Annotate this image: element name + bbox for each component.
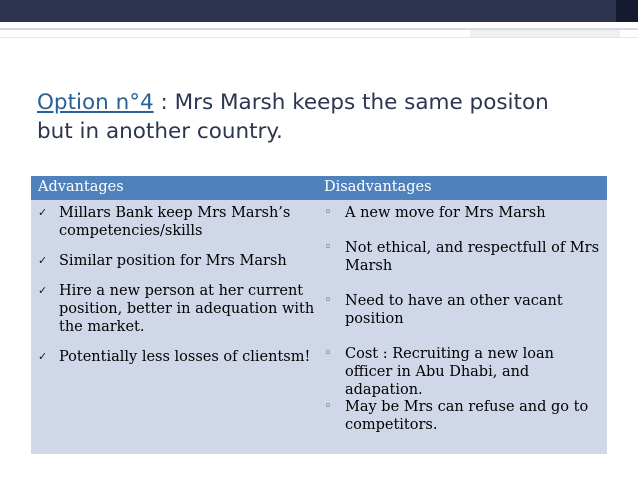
check-icon: ✓ <box>38 284 48 297</box>
advantage-text: Millars Bank keep Mrs Marsh’s competencies/skills <box>59 205 291 239</box>
check-icon: ✓ <box>38 206 48 219</box>
disadvantage-text: Cost : Recruiting a new loan officer in Abu Dhabi, and adapation. <box>345 346 554 398</box>
pros-cons-table <box>31 176 607 454</box>
ring-bullet-icon: ◦ <box>324 399 332 414</box>
slide-title <box>37 88 617 146</box>
title-text-line2: but in another country. <box>37 119 283 144</box>
disadvantage-item <box>324 292 600 328</box>
advantage-item <box>38 282 316 336</box>
advantage-item <box>38 204 316 240</box>
advantage-item <box>38 252 316 270</box>
ring-bullet-icon: ◦ <box>324 205 332 220</box>
disadvantage-text: Need to have an other vacant position <box>345 293 563 327</box>
title-option-label: Option n°4 <box>37 90 154 115</box>
top-dark-band <box>0 0 638 22</box>
ring-bullet-icon: ◦ <box>324 240 332 255</box>
disadvantage-text: Not ethical, and respectfull of Mrs Marsh <box>345 240 600 274</box>
advantage-text: Hire a new person at her current position, better in adequation with the market. <box>59 283 315 335</box>
header-disadvantages: Disadvantages <box>324 179 432 195</box>
top-light-band <box>470 30 620 37</box>
header-advantages: Advantages <box>38 179 124 195</box>
title-text-line1: : Mrs Marsh keeps the same positon <box>153 90 549 115</box>
check-icon: ✓ <box>38 350 48 363</box>
disadvantages-column <box>324 204 600 434</box>
advantage-text: Similar position for Mrs Marsh <box>59 253 287 269</box>
advantage-text: Potentially less losses of clientsm! <box>59 349 311 365</box>
disadvantage-text: A new move for Mrs Marsh <box>345 205 546 221</box>
top-decoration-bar <box>0 0 638 47</box>
disadvantage-item <box>324 345 600 398</box>
top-thin-line <box>0 37 638 38</box>
disadvantage-item <box>324 239 600 275</box>
advantages-column <box>38 204 316 366</box>
ring-bullet-icon: ◦ <box>324 346 332 361</box>
disadvantage-item <box>324 398 600 434</box>
disadvantage-text: May be Mrs can refuse and go to competitors. <box>345 399 589 433</box>
advantage-item <box>38 348 316 366</box>
top-corner-block <box>616 0 638 22</box>
check-icon: ✓ <box>38 254 48 267</box>
table-header-row <box>31 176 607 200</box>
ring-bullet-icon: ◦ <box>324 293 332 308</box>
disadvantage-item <box>324 204 600 222</box>
